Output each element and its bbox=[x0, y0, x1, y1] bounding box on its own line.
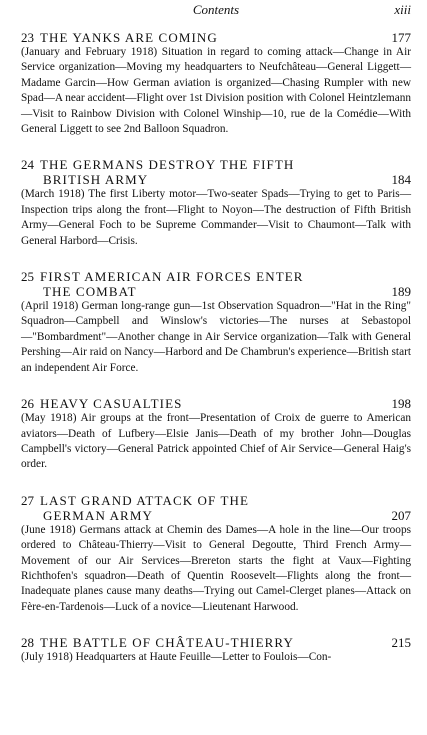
chapter-heading bbox=[21, 30, 411, 45]
chapter-title-cont: GERMAN ARMY bbox=[43, 507, 153, 523]
chapter-title-cont: THE COMBAT bbox=[43, 284, 137, 300]
chapter-heading-cont bbox=[21, 284, 411, 299]
chapter-number: 25 bbox=[21, 269, 34, 285]
chapter-entry bbox=[21, 635, 411, 665]
chapter-heading bbox=[21, 269, 411, 284]
chapter-page: 207 bbox=[391, 507, 411, 523]
chapter-summary: (January and February 1918) Situation in regard to coming attack—Change in Air Service organization—Moving my headquarters to Neufchâteau—General Liggett—Madame Garcin—How German aviation is organized—Chasing Rumpler with new Spad—A near accident—Flight over 1st Division position with Colonel Heintzlemann—Visit to Rainbow Division with Colonel Winship—10, rue de la Comédie—With General Liggett to see 2nd Balloon Squadron. bbox=[21, 46, 412, 136]
chapter-number: 24 bbox=[21, 157, 34, 173]
chapter-entry bbox=[21, 30, 411, 137]
chapter-title-cont: BRITISH ARMY bbox=[43, 172, 149, 188]
chapter-entry bbox=[21, 157, 411, 249]
chapter-summary: (April 1918) German long-range gun—1st Observation Squadron—"Hat in the Ring" Squadron—Campbell and Winslow's victories—The nurses at Sebastopol—"Bombardment"—Another change in Air Service organization—Talk with General Pershing—Air raid on Nancy—Harbord and De Chambrun's experience—British start an independent Air Force. bbox=[21, 300, 411, 374]
chapter-heading bbox=[21, 157, 411, 172]
chapter-number: 26 bbox=[21, 396, 34, 412]
chapter-page: 189 bbox=[391, 284, 411, 300]
chapter-page: 184 bbox=[391, 172, 411, 188]
chapter-heading-cont bbox=[21, 508, 411, 523]
chapter-number: 27 bbox=[21, 492, 34, 508]
chapter-heading bbox=[21, 493, 411, 508]
chapter-title: THE BATTLE OF CHÂTEAU-THIERRY bbox=[40, 635, 294, 651]
chapter-title: THE YANKS ARE COMING bbox=[40, 30, 218, 45]
chapter-entry bbox=[21, 269, 411, 376]
chapter-number: 28 bbox=[21, 635, 34, 651]
running-title: Contents bbox=[192, 2, 240, 17]
page-number: xiii bbox=[394, 2, 411, 17]
chapter-number: 23 bbox=[21, 30, 34, 45]
chapter-summary: (July 1918) Headquarters at Haute Feuille—Letter to Foulois—Con- bbox=[21, 651, 332, 664]
chapter-entry bbox=[21, 493, 411, 615]
chapter-page: 177 bbox=[391, 30, 411, 45]
chapter-title: THE GERMANS DESTROY THE FIFTH bbox=[40, 157, 295, 173]
chapter-entry bbox=[21, 396, 411, 473]
chapter-summary: (June 1918) Germans attack at Chemin des Dames—A hole in the line—Our troops ordered to Château-Thierry—Visit to General Degoutte, Third French Army—Movement of our Air Services—Brereton starts the fight at Vaux—Fighting Richthofen's squadron—Death of Quentin Roosevelt—Flights along the front—Inadequate planes cause many deaths—Trying out Camel-Clerget planes—Attack on Fère-en-Tardenois—Luck of a novice—Lieutenant Harwood. bbox=[21, 523, 411, 613]
chapter-heading bbox=[21, 635, 411, 650]
chapter-title: FIRST AMERICAN AIR FORCES ENTER bbox=[40, 269, 304, 285]
chapter-summary: (March 1918) The first Liberty motor—Two-seater Spads—Trying to get to Paris—Inspection trips along the front—Flight to Noyon—The destruction of Fifth British Army—General Foch to be Supreme Commander—Visit to Chaumont—Talk with General Harbord—Crisis. bbox=[21, 188, 411, 247]
chapter-page: 198 bbox=[391, 396, 411, 412]
chapter-page: 215 bbox=[391, 635, 411, 651]
chapter-heading bbox=[21, 396, 411, 411]
chapter-summary: (May 1918) Air groups at the front—Presentation of Croix de guerre to American aviators—Death of Lufbery—Elsie Janis—Death of my brother John—Douglas Campbell's victory—General Patrick appointed Chief of Air Service—General Haig's order. bbox=[21, 412, 411, 471]
chapter-heading-cont bbox=[21, 172, 411, 187]
page-header bbox=[21, 0, 411, 22]
chapter-title: HEAVY CASUALTIES bbox=[40, 396, 183, 412]
chapter-title: LAST GRAND ATTACK OF THE bbox=[40, 492, 250, 508]
